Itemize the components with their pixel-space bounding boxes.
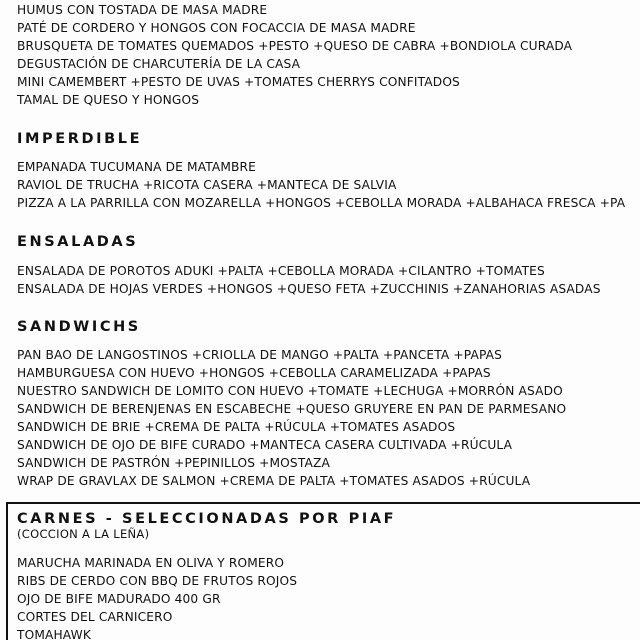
menu-item: NUESTRO SANDWICH DE LOMITO CON HUEVO +TOMATE +LECHUGA +MORRÓN ASADO bbox=[17, 384, 563, 398]
menu-item: SANDWICH DE OJO DE BIFE CURADO +MANTECA CASERA CULTIVADA +RÚCULA bbox=[17, 438, 513, 452]
menu-item: HAMBURGUESA CON HUEVO +HONGOS +CEBOLLA CARAMELIZADA +PAPAS bbox=[17, 366, 491, 380]
menu-item: MARUCHA MARINADA EN OLIVA Y ROMERO bbox=[17, 556, 285, 570]
menu-item: TOMAHAWK bbox=[17, 628, 91, 640]
menu-item: WRAP DE GRAVLAX DE SALMON +CREMA DE PALTA +TOMATES ASADOS +RÚCULA bbox=[17, 474, 531, 488]
menu-item: HUMUS CON TOSTADA DE MASA MADRE bbox=[17, 3, 268, 17]
menu-item: DEGUSTACIÓN DE CHARCUTERÍA DE LA CASA bbox=[17, 57, 301, 71]
section-heading-sandwichs: SANDWICHS bbox=[17, 319, 141, 335]
section-heading-imperdible: IMPERDIBLE bbox=[17, 131, 143, 147]
section-heading-carnes: CARNES - SELECCIONADAS POR PIAF bbox=[17, 511, 397, 527]
menu-item: TAMAL DE QUESO Y HONGOS bbox=[17, 93, 200, 107]
menu-item: RIBS DE CERDO CON BBQ DE FRUTOS ROJOS bbox=[17, 574, 298, 588]
section-heading-ensaladas: ENSALADAS bbox=[17, 234, 139, 250]
menu-item: RAVIOL DE TRUCHA +RICOTA CASERA +MANTECA DE SALVIA bbox=[17, 178, 397, 192]
menu-item: SANDWICH DE PASTRÓN +PEPINILLOS +MOSTAZA bbox=[17, 456, 330, 470]
menu-item: ENSALADA DE POROTOS ADUKI +PALTA +CEBOLLA MORADA +CILANTRO +TOMATES bbox=[17, 264, 545, 278]
menu-item: SANDWICH DE BRIE +CREMA DE PALTA +RÚCULA +TOMATES ASADOS bbox=[17, 420, 456, 434]
menu-item: SANDWICH DE BERENJENAS EN ESCABECHE +QUESO GRUYERE EN PAN DE PARMESANO bbox=[17, 402, 567, 416]
menu-item: PATÉ DE CORDERO Y HONGOS CON FOCACCIA DE MASA MADRE bbox=[17, 21, 416, 35]
menu-item: MINI CAMEMBERT +PESTO DE UVAS +TOMATES CHERRYS CONFITADOS bbox=[17, 75, 460, 89]
menu-item: PAN BAO DE LANGOSTINOS +CRIOLLA DE MANGO +PALTA +PANCETA +PAPAS bbox=[17, 348, 503, 362]
menu-item: CORTES DEL CARNICERO bbox=[17, 610, 173, 624]
menu-item: ENSALADA DE HOJAS VERDES +HONGOS +QUESO FETA +ZUCCHINIS +ZANAHORIAS ASADAS bbox=[17, 282, 601, 296]
menu-item: BRUSQUETA DE TOMATES QUEMADOS +PESTO +QUESO DE CABRA +BONDIOLA CURADA bbox=[17, 39, 573, 53]
menu-item: OJO DE BIFE MADURADO 400 GR bbox=[17, 592, 221, 606]
section-note-carnes: (COCCION A LA LEÑA) bbox=[17, 527, 150, 541]
menu-item: EMPANADA TUCUMANA DE MATAMBRE bbox=[17, 160, 257, 174]
menu-item: PIZZA A LA PARRILLA CON MOZARELLA +HONGOS +CEBOLLA MORADA +ALBAHACA FRESCA +PA bbox=[17, 196, 626, 210]
